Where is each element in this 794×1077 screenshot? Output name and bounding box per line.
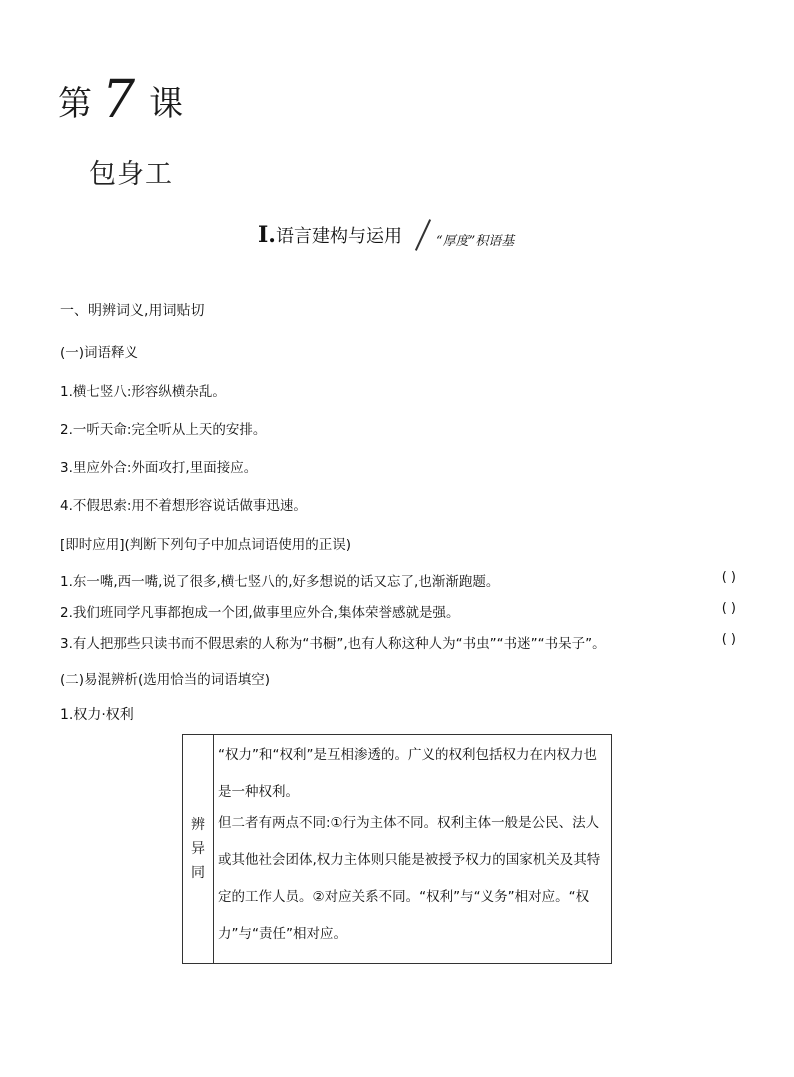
page-title: 包身工 [89,159,173,190]
table-paragraph: 但二者有两点不同:①行为主体不同。权利主体一般是公民、法人或其他社会团体,权力主体则只能是被授予权力的国家机关及其特定的工作人员。②对应关系不同。“权利”与“义务”相对应。“权力”与“责任”相对应。 [218,815,601,942]
lesson-suffix: 课 [149,84,184,124]
table-content-cell [214,735,612,964]
section-header [258,222,515,252]
label-char: 辨 [191,817,205,833]
practice-item-3: 3.有人把那些只读书而不假思索的人称为“书橱”,也有人称这种人为“书虫”“书迷”“书呆子”。 [60,636,606,652]
practice-item-1: 1.东一嘴,西一嘴,说了很多,横七竖八的,好多想说的话又忘了,也渐渐跑题。 [60,574,500,590]
answer-blank-3[interactable]: ( ) [721,632,736,647]
sub-one-heading: (一)词语释义 [60,345,139,361]
word-pair-heading: 1.权力·权利 [60,707,134,723]
definition-item: 3.里应外合:外面攻打,里面接应。 [60,460,258,476]
definition-item: 2.一听天命:完全听从上天的安排。 [60,422,267,438]
section-main-label: 语言建构与运用 [275,226,402,247]
practice-heading: [即时应用](判断下列句子中加点词语使用的正误) [60,537,352,553]
answer-blank-1[interactable]: ( ) [721,570,736,585]
section-sub-label: “厚度”积语基 [436,234,515,249]
lesson-prefix: 第 [58,84,92,124]
section-divider-slash [415,219,431,251]
label-char: 同 [191,865,205,881]
table-paragraph: “权力”和“权利”是互相渗透的。广义的权利包括权力在内权力也是一种权利。 [218,747,597,800]
section-roman: Ⅰ. [258,222,276,248]
definition-item: 4.不假思索:用不着想形容说话做事迅速。 [60,498,307,514]
lesson-number-heading [58,68,183,128]
definition-item: 1.横七竖八:形容纵横杂乱。 [60,384,226,400]
label-char: 异 [191,841,205,857]
practice-item-2: 2.我们班同学凡事都抱成一个团,做事里应外合,集体荣誉感就是强。 [60,605,460,621]
distinction-table [182,734,612,964]
lesson-number: 7 [102,70,136,130]
part-one-heading: 一、明辨词义,用词贴切 [60,303,205,319]
answer-blank-2[interactable]: ( ) [721,601,736,616]
table-label-cell [183,735,214,964]
sub-two-heading: (二)易混辨析(选用恰当的词语填空) [60,672,271,688]
